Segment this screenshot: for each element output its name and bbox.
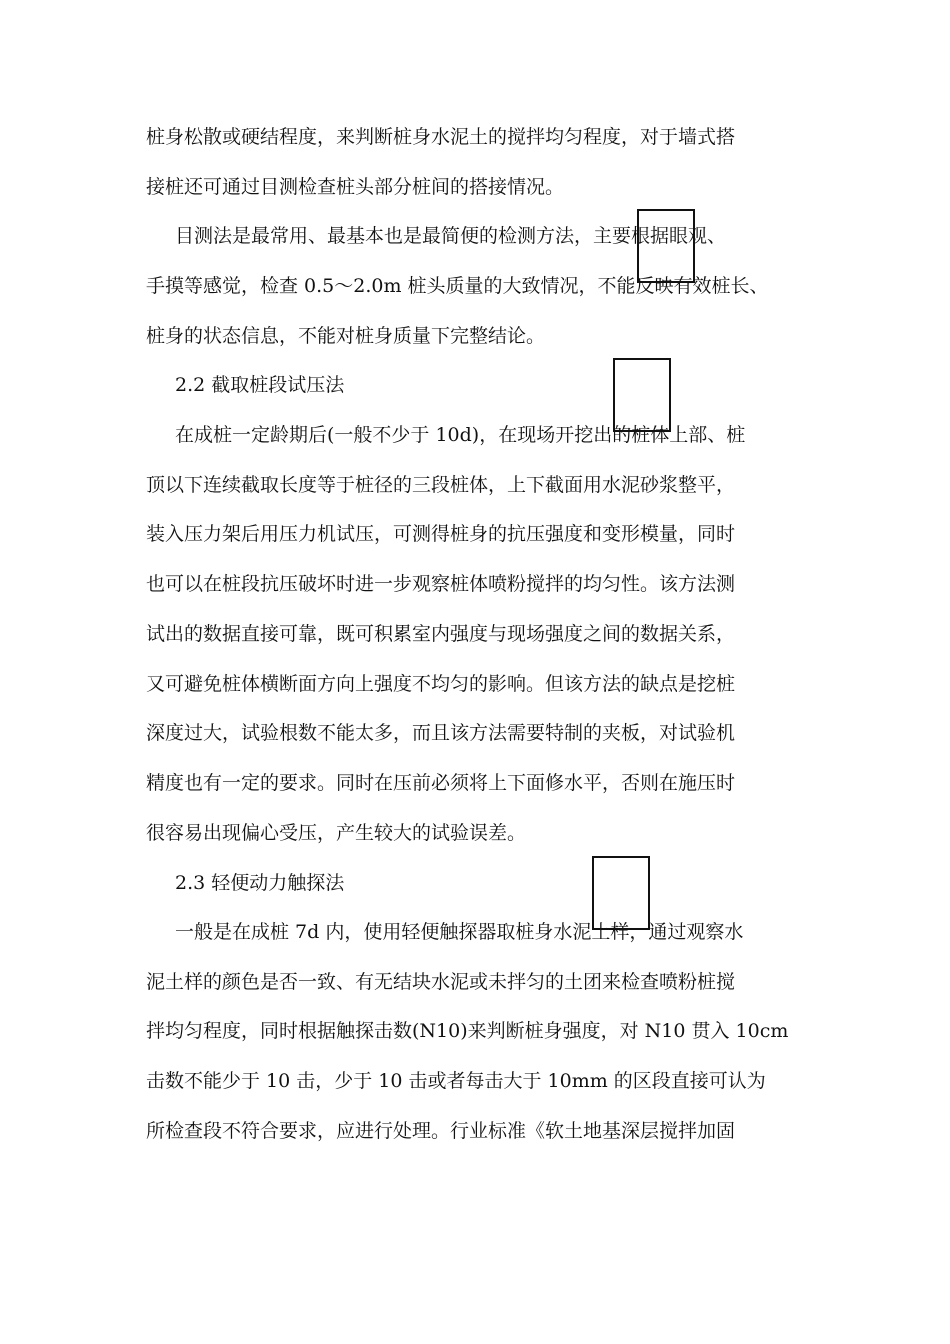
outline-box [613, 358, 671, 432]
text-line: 所检查段不符合要求，应进行处理。行业标准《软土地基深层搅拌加固 [146, 1120, 736, 1142]
text-line: 试出的数据直接可靠，既可积累室内强度与现场强度之间的数据关系， [146, 623, 736, 645]
outline-box [592, 856, 650, 930]
text-line: 又可避免桩体横断面方向上强度不均匀的影响。但该方法的缺点是挖桩 [146, 673, 736, 695]
text-line: 击数不能少于 10 击，少于 10 击或者每击大于 10mm 的区段直接可认为 [146, 1070, 766, 1092]
text-line: 顶以下连续截取长度等于桩径的三段桩体，上下截面用水泥砂浆整平， [146, 474, 736, 496]
text-line: 桩身松散或硬结程度，来判断桩身水泥土的搅拌均匀程度，对于墙式搭 [146, 126, 736, 148]
text-line: 泥土样的颜色是否一致、有无结块水泥或未拌匀的土团来检查喷粉桩搅 [146, 971, 736, 993]
text-line: 桩身的状态信息，不能对桩身质量下完整结论。 [146, 325, 546, 347]
text-line: 也可以在桩段抗压破坏时进一步观察桩体喷粉搅拌的均匀性。该方法测 [146, 573, 736, 595]
section-heading: 2.3 轻便动力触探法 [175, 872, 345, 894]
text-line: 一般是在成桩 7d 内，使用轻便触探器取桩身水泥土样，通过观察水 [175, 921, 744, 943]
text-line: 拌均匀程度，同时根据触探击数(N10)来判断桩身强度，对 N10 贯入 10cm [146, 1020, 789, 1042]
text-line: 接桩还可通过目测检查桩头部分桩间的搭接情况。 [146, 176, 565, 198]
section-heading: 2.2 截取桩段试压法 [175, 374, 345, 396]
text-line: 手摸等感觉，检查 0.5～2.0m 桩头质量的大致情况，不能反映有效桩长、 [146, 275, 769, 297]
text-line: 很容易出现偏心受压，产生较大的试验误差。 [146, 822, 527, 844]
text-line: 目测法是最常用、最基本也是最简便的检测方法，主要根据眼观、 [175, 225, 727, 247]
text-line: 在成桩一定龄期后(一般不少于 10d)，在现场开挖出的桩体上部、桩 [175, 424, 746, 446]
outline-box [637, 209, 695, 283]
text-line: 深度过大，试验根数不能太多，而且该方法需要特制的夹板，对试验机 [146, 722, 736, 744]
text-line: 精度也有一定的要求。同时在压前必须将上下面修水平，否则在施压时 [146, 772, 736, 794]
text-line: 装入压力架后用压力机试压，可测得桩身的抗压强度和变形模量，同时 [146, 523, 736, 545]
